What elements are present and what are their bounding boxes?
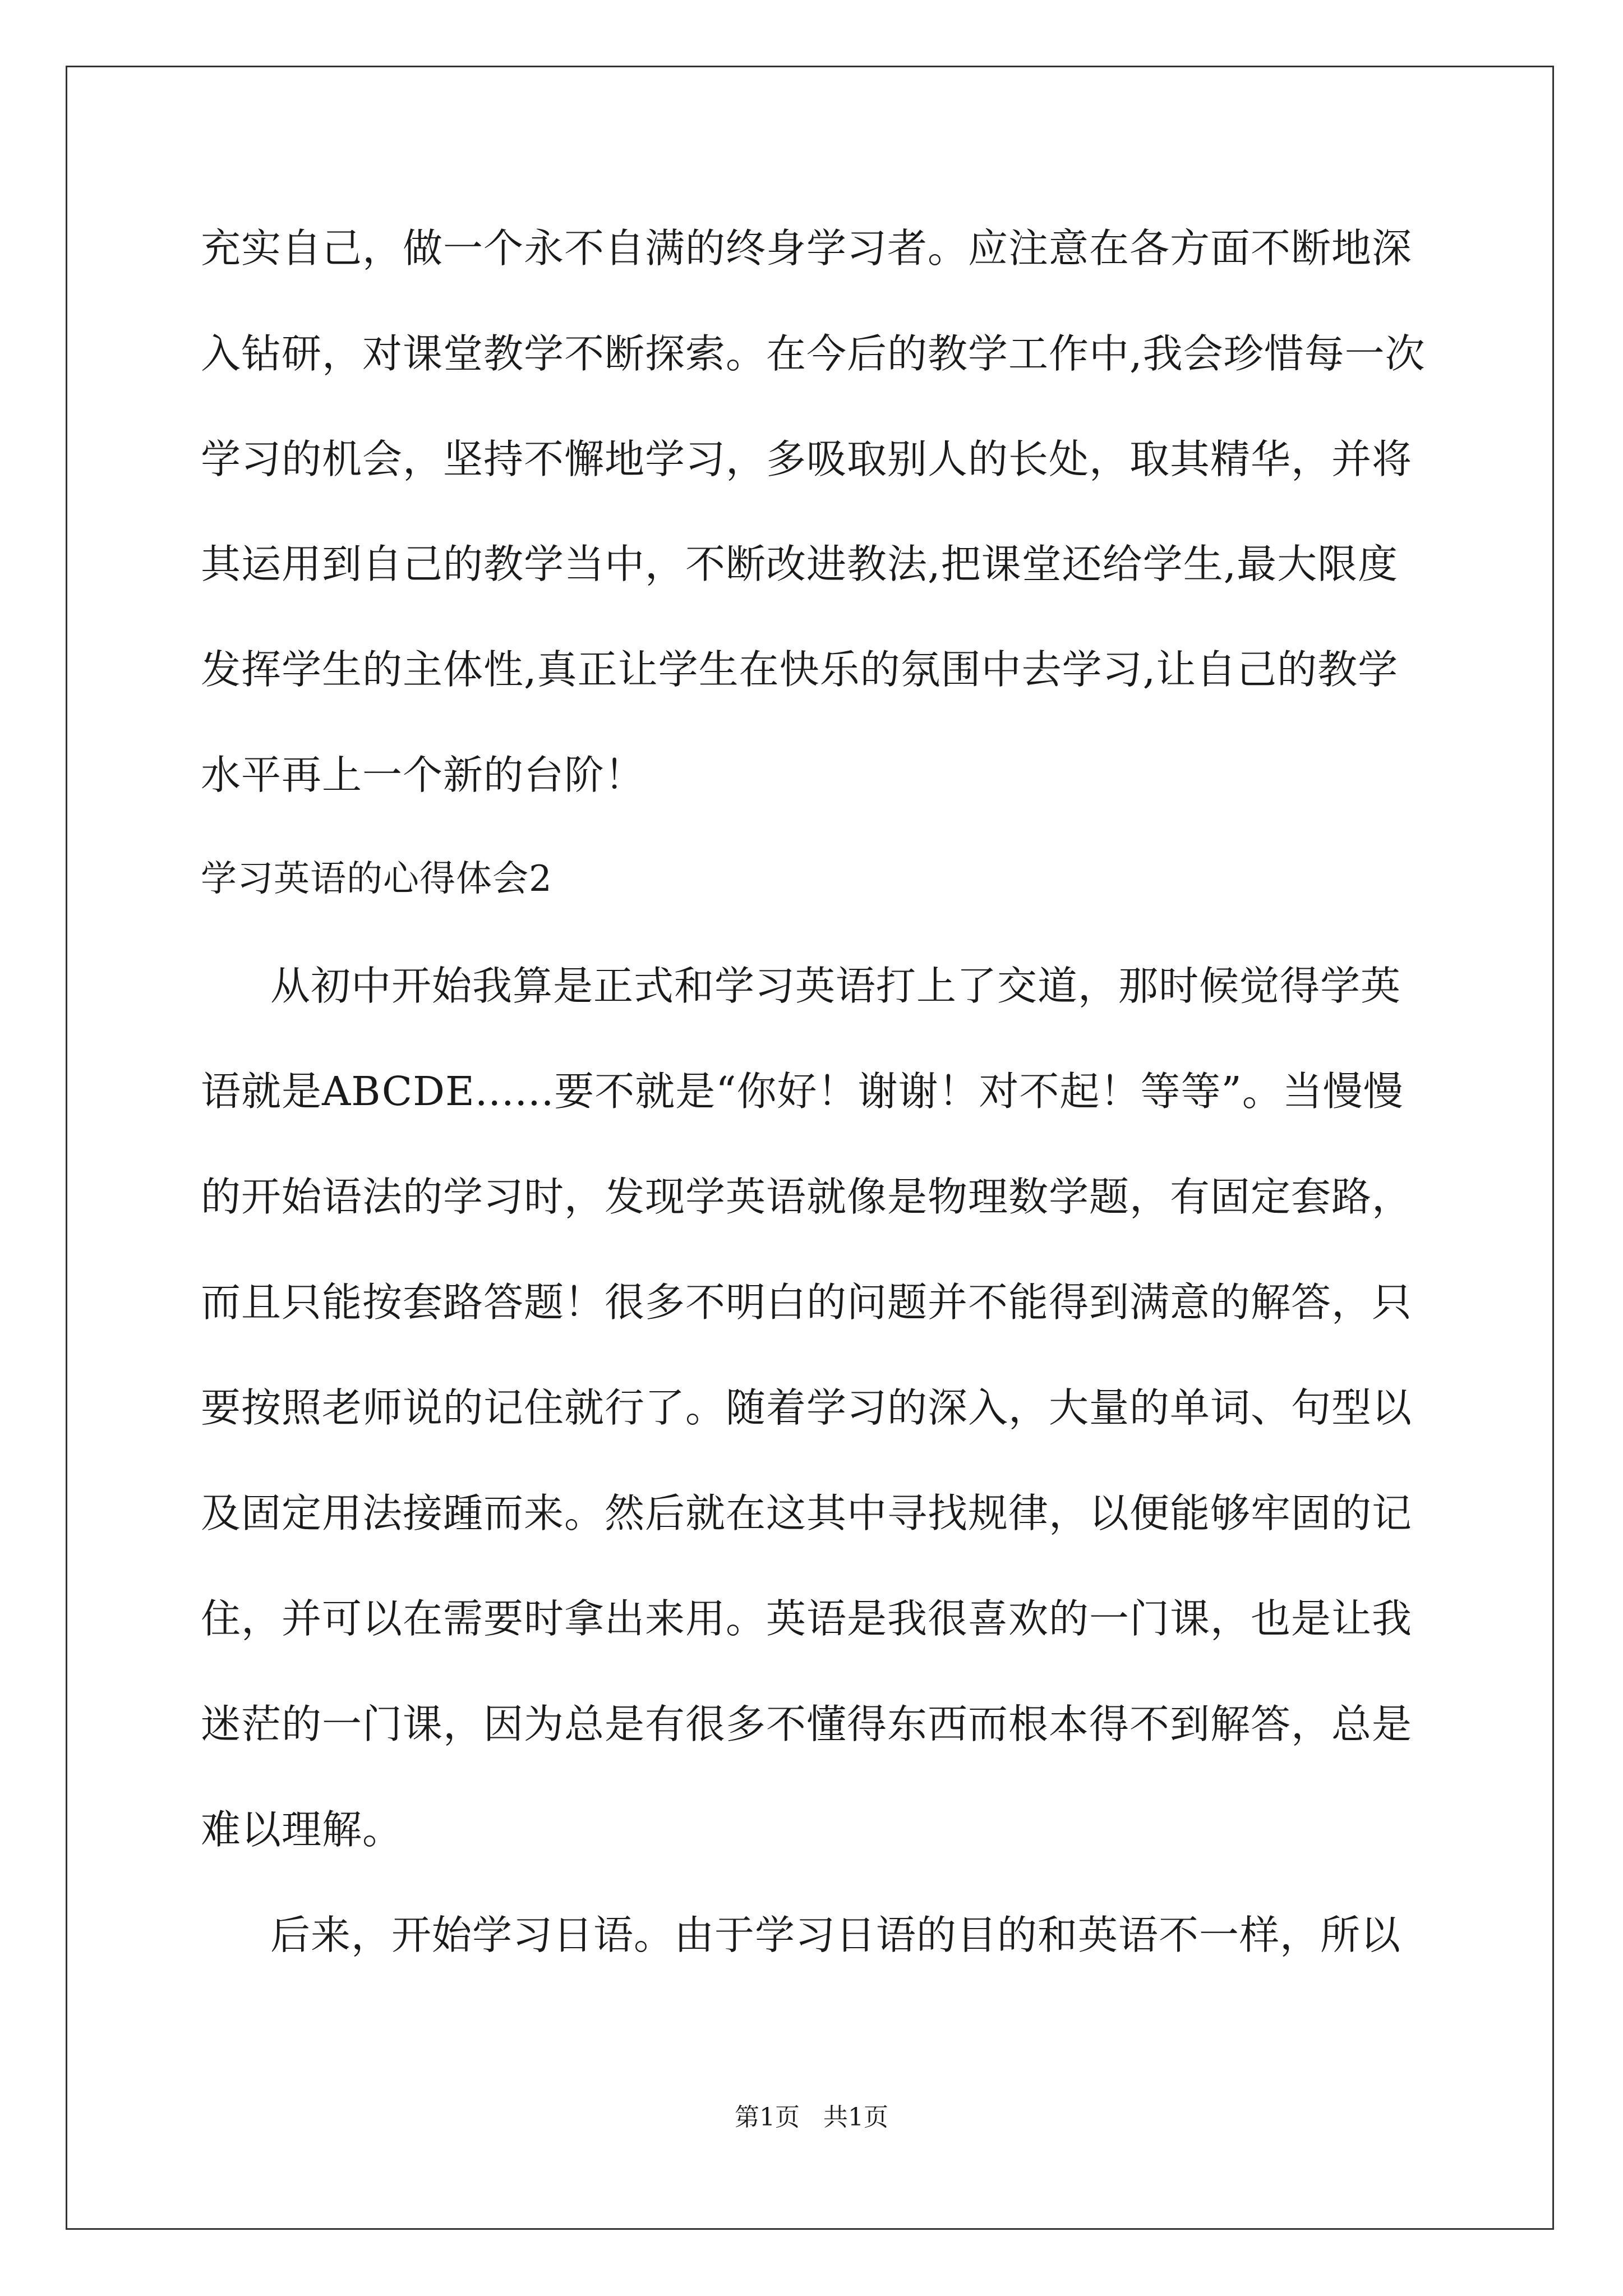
body-text-line: 迷茫的一门课，因为总是有很多不懂得东西而根本得不到解答，总是 <box>201 1701 1413 1747</box>
body-text-line: 要按照老师说的记住就行了。随着学习的深入，大量的单词、句型以 <box>201 1384 1413 1431</box>
body-text-line: 难以理解。 <box>201 1806 403 1853</box>
body-text-line: 其运用到自己的教学当中，不断改进教法,把课堂还给学生,最大限度 <box>201 541 1399 587</box>
body-text-line: 的开始语法的学习时，发现学英语就像是物理数学题，有固定套路， <box>201 1174 1413 1220</box>
body-text-line: 发挥学生的主体性,真正让学生在快乐的氛围中去学习,让自己的教学 <box>201 646 1399 693</box>
body-text-line: 水平再上一个新的台阶！ <box>201 752 645 798</box>
body-text-line: 而且只能按套路答题！很多不明白的问题并不能得到满意的解答，只 <box>201 1279 1413 1326</box>
body-text-line: 充实自己，做一个永不自满的终身学习者。应注意在各方面不断地深 <box>201 225 1413 272</box>
section-heading: 学习英语的心得体会2 <box>201 858 552 900</box>
body-text-line: 语就是ABCDE......要不就是“你好！谢谢！对不起！等等”。当慢慢 <box>201 1068 1404 1115</box>
body-text-line: 从初中开始我算是正式和学习英语打上了交道，那时候觉得学英 <box>270 963 1401 1009</box>
body-text-line: 住，并可以在需要时拿出来用。英语是我很喜欢的一门课，也是让我 <box>201 1595 1413 1642</box>
body-text-line: 及固定用法接踵而来。然后就在这其中寻找规律，以便能够牢固的记 <box>201 1490 1413 1536</box>
body-text-line: 入钻研，对课堂教学不断探索。在今后的教学工作中,我会珍惜每一次 <box>201 330 1426 377</box>
body-text-line: 学习的机会，坚持不懈地学习，多吸取别人的长处，取其精华，并将 <box>201 436 1413 482</box>
page-footer: 第1页 共1页 <box>735 2103 888 2132</box>
page-border <box>66 66 1554 2230</box>
body-text-line: 后来，开始学习日语。由于学习日语的目的和英语不一样，所以 <box>270 1912 1401 1958</box>
